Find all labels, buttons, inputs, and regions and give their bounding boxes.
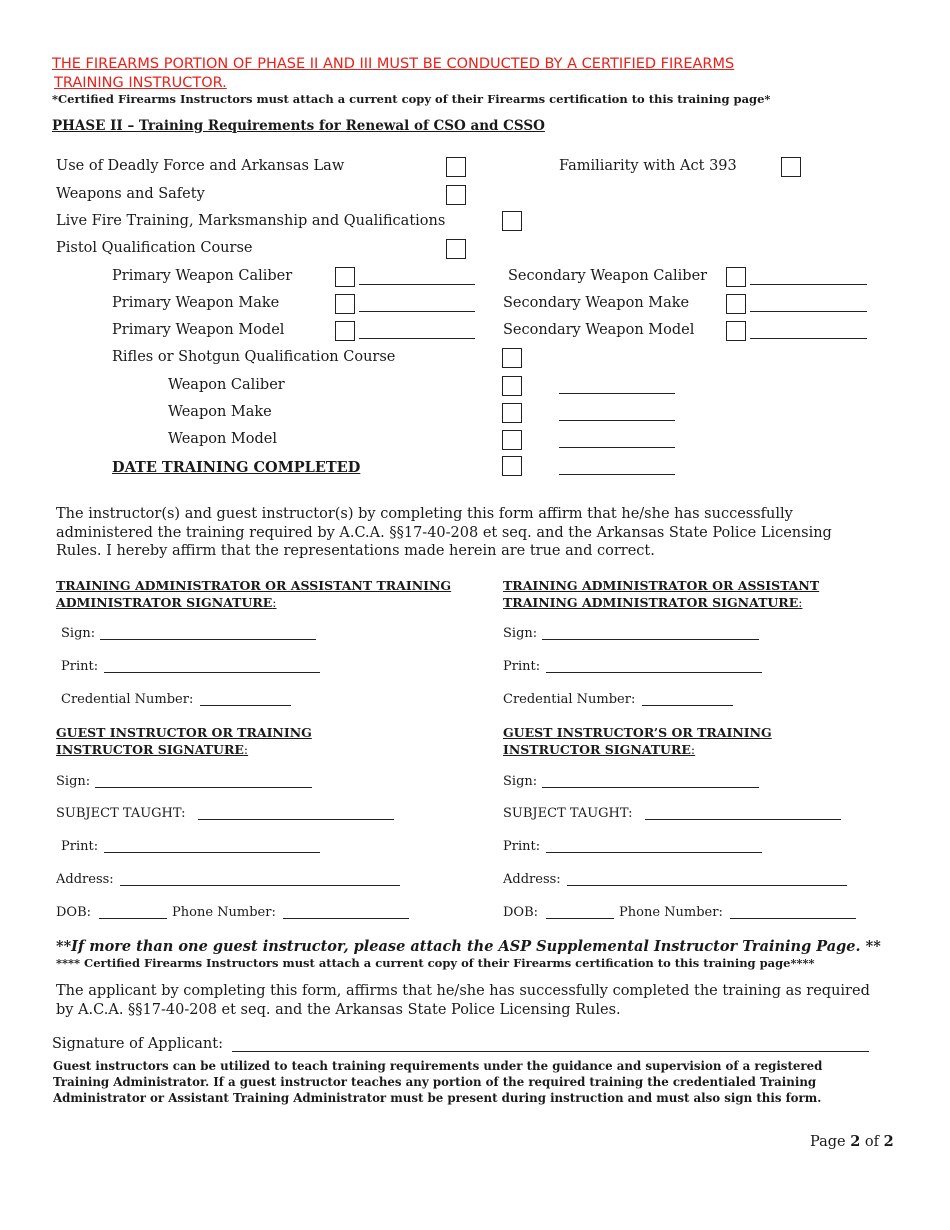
weapon-model-line[interactable] <box>559 447 675 448</box>
right-gi-subject-line[interactable] <box>645 819 841 820</box>
guest-instructor-note <box>53 1058 822 1106</box>
weapon-caliber-line[interactable] <box>559 393 675 394</box>
item-rifle-course: Rifles or Shotgun Qualification Course <box>112 349 396 365</box>
checkbox-secondary-caliber[interactable] <box>726 267 746 287</box>
right-gi-print-label: Print: <box>503 839 541 854</box>
item-live-fire: Live Fire Training, Marksmanship and Qualifications <box>56 213 446 229</box>
left-gi-heading <box>56 725 312 758</box>
left-ta-credential-label: Credential Number: <box>61 692 194 707</box>
left-gi-subject-label: SUBJECT TAUGHT: <box>56 806 186 821</box>
right-ta-heading-line2: TRAINING ADMINISTRATOR SIGNATURE <box>503 594 799 610</box>
page-number <box>810 1133 894 1150</box>
checkbox-weapon-make[interactable] <box>502 403 522 423</box>
item-weapons-safety: Weapons and Safety <box>56 186 205 202</box>
affirm-line2: administered the training required by A.C.A. §§17-40-208 et seq. and the Arkansas State Police Licensing <box>56 524 832 541</box>
checkbox-deadly-force[interactable] <box>446 157 466 177</box>
right-gi-sign-line[interactable] <box>542 787 759 788</box>
certification-notice-top: *Certified Firearms Instructors must attach a current copy of their Firearms certification to this training page* <box>52 92 771 106</box>
left-gi-address-line[interactable] <box>120 885 400 886</box>
right-ta-heading-line1: TRAINING ADMINISTRATOR OR ASSISTANT <box>503 578 820 593</box>
left-gi-address-label: Address: <box>56 872 114 887</box>
right-ta-print-line[interactable] <box>546 672 762 673</box>
item-weapon-model: Weapon Model <box>168 431 277 447</box>
checkbox-pistol-course[interactable] <box>446 239 466 259</box>
right-gi-dob-label: DOB: <box>503 905 539 920</box>
secondary-model-line[interactable] <box>750 338 867 339</box>
left-gi-dob-line[interactable] <box>99 918 167 919</box>
left-ta-heading <box>56 578 451 611</box>
date-completed-line[interactable] <box>559 474 675 475</box>
left-ta-heading-line1: TRAINING ADMINISTRATOR OR ASSISTANT TRAINING <box>56 578 452 593</box>
right-gi-subject-label: SUBJECT TAUGHT: <box>503 806 633 821</box>
right-gi-address-line[interactable] <box>567 885 847 886</box>
guest-note-line2: Training Administrator. If a guest instructor teaches any portion of the required training the credentialed Training <box>53 1075 817 1089</box>
page-of: of <box>860 1134 884 1150</box>
right-gi-heading-colon: : <box>690 741 696 757</box>
left-gi-phone-label: Phone Number: <box>172 905 276 920</box>
left-ta-heading-colon: : <box>272 594 277 610</box>
left-ta-sign-line[interactable] <box>100 639 316 640</box>
weapon-make-line[interactable] <box>559 420 675 421</box>
firearms-warning-line1: THE FIREARMS PORTION OF PHASE II AND III MUST BE CONDUCTED BY A CERTIFIED FIREARMS <box>52 56 735 72</box>
affirm-line1: The instructor(s) and guest instructor(s) by completing this form affirm that he/she has successfully <box>56 506 793 522</box>
page-prefix: Page <box>810 1134 851 1150</box>
primary-caliber-line[interactable] <box>359 284 475 285</box>
affirm-line3: Rules. I hereby affirm that the representations made herein are true and correct. <box>56 543 655 559</box>
left-gi-heading-line2: INSTRUCTOR SIGNATURE <box>56 741 244 757</box>
left-gi-subject-line[interactable] <box>198 819 394 820</box>
item-secondary-model: Secondary Weapon Model <box>503 322 695 338</box>
item-date-completed: DATE TRAINING COMPLETED <box>112 459 361 476</box>
certification-notice-bottom: **** Certified Firearms Instructors must attach a current copy of their Firearms certification to this training page**** <box>56 956 815 970</box>
item-primary-model: Primary Weapon Model <box>112 322 285 338</box>
right-gi-heading-line2: INSTRUCTOR SIGNATURE <box>503 741 691 757</box>
applicant-line1: The applicant by completing this form, affirms that he/she has successfully completed the training as required <box>56 983 870 999</box>
left-ta-credential-line[interactable] <box>200 705 291 706</box>
left-ta-print-label: Print: <box>61 659 99 674</box>
left-gi-dob-label: DOB: <box>56 905 92 920</box>
right-gi-phone-label: Phone Number: <box>619 905 723 920</box>
supplemental-note: **If more than one guest instructor, please attach the ASP Supplemental Instructor Training Page. ** <box>56 938 881 955</box>
applicant-signature-line[interactable] <box>232 1051 869 1052</box>
checkbox-date-completed[interactable] <box>502 456 522 476</box>
item-weapon-make: Weapon Make <box>168 404 272 420</box>
primary-make-line[interactable] <box>359 311 475 312</box>
applicant-paragraph <box>56 982 870 1019</box>
item-secondary-make: Secondary Weapon Make <box>503 295 690 311</box>
item-weapon-caliber: Weapon Caliber <box>168 377 285 393</box>
left-gi-print-line[interactable] <box>104 852 320 853</box>
checkbox-primary-model[interactable] <box>335 321 355 341</box>
item-primary-caliber: Primary Weapon Caliber <box>112 268 293 284</box>
guest-note-line1: Guest instructors can be utilized to teach training requirements under the guidance and supervision of a registered <box>53 1059 823 1073</box>
right-gi-phone-line[interactable] <box>730 918 856 919</box>
left-gi-phone-line[interactable] <box>283 918 409 919</box>
item-primary-make: Primary Weapon Make <box>112 295 280 311</box>
secondary-make-line[interactable] <box>750 311 867 312</box>
checkbox-live-fire[interactable] <box>502 211 522 231</box>
guest-note-line3: Administrator or Assistant Training Administrator must be present during instruction and must also sign this form. <box>53 1091 822 1105</box>
item-deadly-force: Use of Deadly Force and Arkansas Law <box>56 158 345 174</box>
right-gi-print-line[interactable] <box>546 852 762 853</box>
left-gi-print-label: Print: <box>61 839 99 854</box>
item-secondary-caliber: Secondary Weapon Caliber <box>508 268 708 284</box>
right-ta-credential-label: Credential Number: <box>503 692 636 707</box>
applicant-line2: by A.C.A. §§17-40-208 et seq. and the Arkansas State Police Licensing Rules. <box>56 1001 621 1018</box>
right-ta-credential-line[interactable] <box>642 705 733 706</box>
affirm-paragraph <box>56 505 832 561</box>
left-gi-sign-label: Sign: <box>56 774 91 789</box>
right-ta-sign-label: Sign: <box>503 626 538 641</box>
applicant-signature-label: Signature of Applicant: <box>52 1036 223 1052</box>
checkbox-secondary-make[interactable] <box>726 294 746 314</box>
checkbox-weapons-safety[interactable] <box>446 185 466 205</box>
right-ta-heading <box>503 578 819 611</box>
firearms-warning-line2: TRAINING INSTRUCTOR. <box>54 75 227 91</box>
item-pistol-course: Pistol Qualification Course <box>56 240 253 256</box>
checkbox-weapon-caliber[interactable] <box>502 376 522 396</box>
left-gi-heading-line1: GUEST INSTRUCTOR OR TRAINING <box>56 725 312 740</box>
right-ta-sign-line[interactable] <box>542 639 759 640</box>
checkbox-primary-make[interactable] <box>335 294 355 314</box>
checkbox-secondary-model[interactable] <box>726 321 746 341</box>
item-act393: Familiarity with Act 393 <box>559 158 737 174</box>
right-gi-sign-label: Sign: <box>503 774 538 789</box>
right-gi-dob-line[interactable] <box>546 918 614 919</box>
primary-model-line[interactable] <box>359 338 475 339</box>
right-ta-heading-colon: : <box>798 594 803 610</box>
right-gi-address-label: Address: <box>503 872 561 887</box>
left-gi-heading-colon: : <box>243 741 249 757</box>
left-gi-sign-line[interactable] <box>95 787 312 788</box>
checkbox-act393[interactable] <box>781 157 801 177</box>
checkbox-rifle-course[interactable] <box>502 348 522 368</box>
checkbox-weapon-model[interactable] <box>502 430 522 450</box>
right-gi-heading <box>503 725 772 758</box>
left-ta-heading-line2: ADMINISTRATOR SIGNATURE <box>56 594 273 610</box>
checkbox-primary-caliber[interactable] <box>335 267 355 287</box>
left-ta-sign-label: Sign: <box>61 626 96 641</box>
secondary-caliber-line[interactable] <box>750 284 867 285</box>
phase-heading: PHASE II – Training Requirements for Renewal of CSO and CSSO <box>52 118 545 134</box>
page-current: 2 <box>850 1133 861 1150</box>
left-ta-print-line[interactable] <box>104 672 320 673</box>
right-gi-heading-line1: GUEST INSTRUCTOR’S OR TRAINING <box>503 725 772 740</box>
right-ta-print-label: Print: <box>503 659 541 674</box>
page-total: 2 <box>883 1133 894 1150</box>
